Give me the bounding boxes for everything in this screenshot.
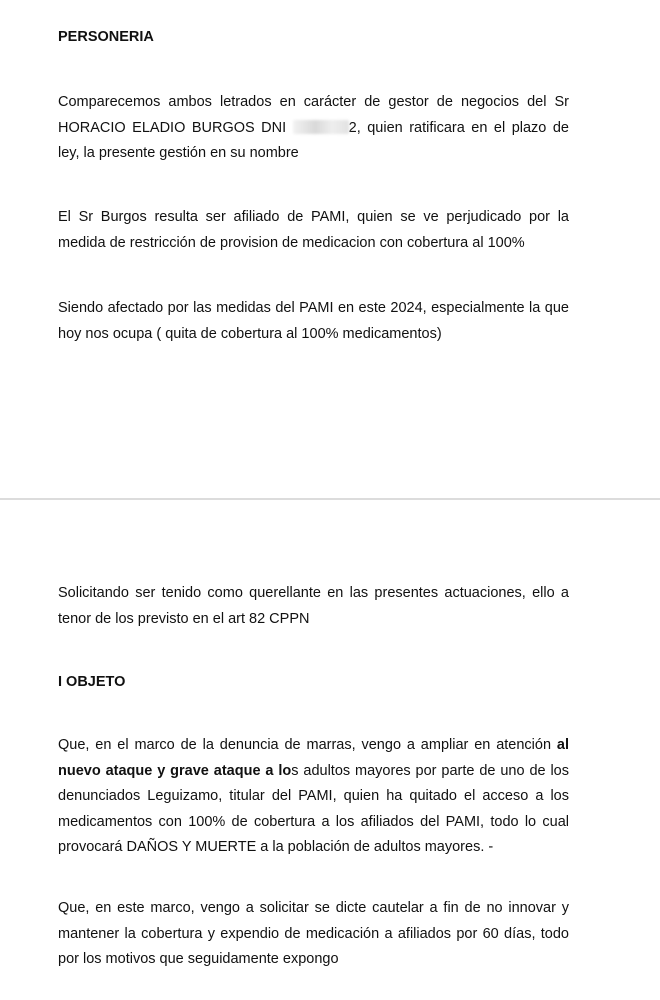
document-page-2 [0, 500, 660, 1000]
paragraph-objeto-text-a: Que, en el marco de la denuncia de marras, vengo a ampliar en atención [58, 737, 557, 753]
paragraph-cautelar: Que, en este marco, vengo a solicitar se dicte cautelar a fin de no innovar y mantener la cobertura y expendio de medicación a afiliados por 60 días, todo por los motivos que seguidamente expongo [58, 900, 569, 967]
paragraph-comparecemos-text-a: Comparecemos ambos letrados en carácter de gestor de negocios del Sr HORACIO ELADIO BURGOS DNI [58, 94, 569, 136]
document-page-1 [0, 0, 660, 498]
paragraph-querellante: Solicitando ser tenido como querellante en las presentes actuaciones, ello a tenor de los previsto en el art 82 CPPN [58, 585, 569, 627]
paragraph-afiliado: El Sr Burgos resulta ser afiliado de PAMI, quien se ve perjudicado por la medida de restricción de provision de medicacion con cobertura al 100% [58, 209, 569, 251]
section-heading-objeto: I OBJETO [58, 674, 126, 690]
paragraph-comparecemos-text-b: 2, quien ratificara en el plazo de ley, la presente gestión en su nombre [58, 119, 569, 161]
paragraph-comparecemos [58, 90, 569, 167]
paragraph-afectado: Siendo afectado por las medidas del PAMI en este 2024, especialmente la que hoy nos ocupa ( quita de cobertura al 100% medicamentos) [58, 300, 569, 342]
paragraph-objeto [58, 733, 569, 861]
redacted-dni [293, 120, 349, 134]
paragraph-objeto-emphasis: al nuevo ataque y grave ataque a lo [58, 737, 569, 779]
section-heading-personeria: PERSONERIA [58, 29, 154, 45]
paragraph-objeto-text-b: s adultos mayores por parte de uno de los denunciados Leguizamo, titular del PAMI, quien ha quitado el acceso a los medicamentos con 100% de cobertura a los afiliados del PAMI, todo lo cual provocará DAÑOS Y MUERTE a la población de adultos mayores. - [58, 762, 569, 855]
